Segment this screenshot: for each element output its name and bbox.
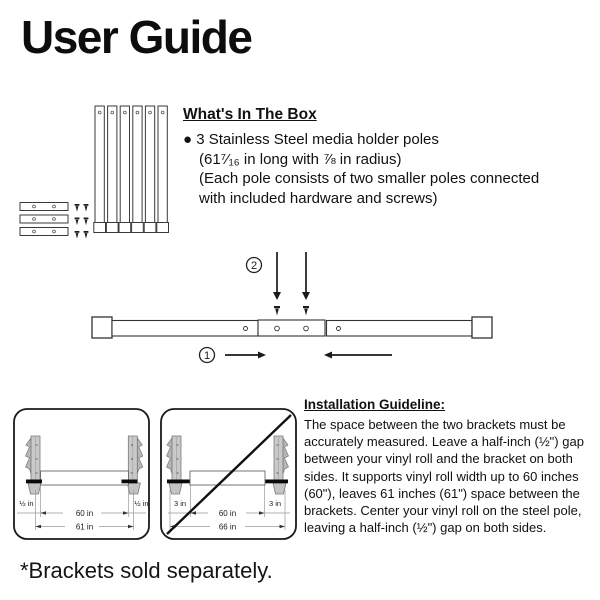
total-width-label: 66 in [218, 522, 237, 532]
right-gap-label: 3 in [268, 499, 282, 508]
total-width-label: 61 in [75, 522, 94, 532]
pole-icon [119, 106, 131, 233]
screw-icon [84, 231, 89, 239]
screw-icon [303, 306, 309, 316]
pole-end-mark [122, 480, 138, 484]
pole-end-mark [26, 480, 42, 484]
pole-end-cap [92, 317, 112, 338]
page-title: User Guide [21, 11, 252, 63]
roll-width-label: 60 in [218, 509, 237, 518]
pole-assembly-diagram [92, 252, 492, 363]
installation-guideline-text: The space between the two brackets must be accurately measured. Leave a half-inch (½") gap between your vinyl roll and the bracket on both sides. It supports vinyl roll width up to 60 inches (60"), leaves 61 inches (61") space between the brackets. Center your vinyl roll on the steel pole, leaving a half-inch (½") gap on both sides. [304, 417, 584, 536]
right-arrow-icon [258, 352, 266, 359]
pole-icon [144, 106, 156, 233]
screw-icon [75, 231, 80, 239]
box-item-pole-size: (61⁷⁄₁₆ in long with ⅞ in radius) [199, 150, 402, 168]
step-1-label: 1 [203, 350, 211, 362]
screw-icon [84, 204, 89, 212]
box-item-pole-note-1: (Each pole consists of two smaller poles connected [199, 170, 540, 187]
screw-icon [75, 218, 80, 226]
left-half-pole [112, 321, 258, 337]
step-2-label: 2 [250, 260, 258, 272]
down-arrow-icon [273, 292, 281, 300]
left-gap-label: ½ in [19, 499, 34, 508]
screw-icon [84, 218, 89, 226]
box-item-poles: ● 3 Stainless Steel media holder poles [183, 131, 439, 148]
roll-width-label: 60 in [75, 509, 94, 518]
screw-icon [274, 306, 280, 316]
installation-guideline-heading: Installation Guideline: [304, 397, 446, 412]
connector-plate-icon [20, 215, 68, 223]
connector-plate-icon [20, 203, 68, 211]
screw-icon [75, 204, 80, 212]
parts-diagram [20, 106, 169, 239]
vinyl-roll [190, 471, 265, 485]
down-arrow-icon [302, 292, 310, 300]
right-gap-label: ½ in [134, 499, 149, 508]
right-half-pole [327, 321, 473, 337]
pole-end-mark [167, 480, 191, 484]
pole-icon [132, 106, 144, 233]
pole-end-cap [472, 317, 492, 338]
pole-end-mark [264, 480, 288, 484]
whats-in-box-heading: What's In The Box [183, 106, 317, 123]
installation-guideline-section [304, 397, 599, 536]
left-gap-label: 3 in [173, 499, 187, 508]
box-item-pole-note-2: with included hardware and screws) [199, 189, 438, 207]
brackets-footnote: *Brackets sold separately. [20, 558, 273, 583]
pole-icon [106, 106, 118, 233]
pole-icon [94, 106, 106, 233]
vinyl-roll [41, 471, 129, 485]
connector-plate-icon [20, 228, 68, 236]
center-connector [258, 320, 325, 336]
install-diagram-correct [14, 409, 149, 539]
install-diagram-incorrect [161, 409, 296, 539]
left-arrow-icon [324, 352, 332, 359]
pole-icon [157, 106, 169, 233]
